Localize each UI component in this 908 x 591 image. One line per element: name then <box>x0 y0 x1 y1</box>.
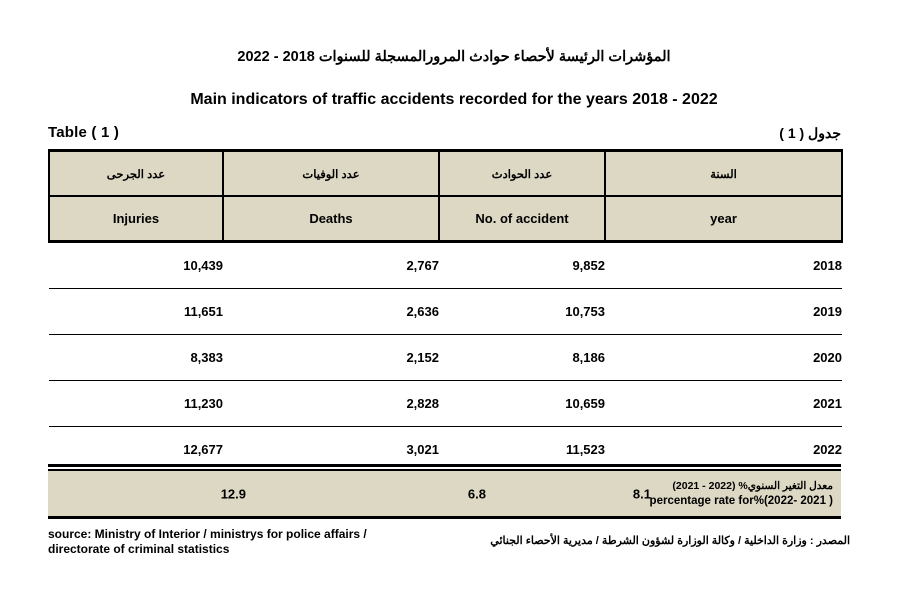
summary-label-english: percentage rate for%(2022- 2021 ) <box>649 494 833 507</box>
cell-year: 2021 <box>605 381 842 427</box>
cell-year: 2022 <box>605 427 842 473</box>
cell-year: 2018 <box>605 242 842 289</box>
header-deaths-en: Deaths <box>223 196 439 242</box>
cell-deaths: 2,828 <box>223 381 439 427</box>
cell-injuries: 12,677 <box>49 427 223 473</box>
summary-separator-upper <box>48 464 841 467</box>
cell-year: 2020 <box>605 335 842 381</box>
summary-accidents-value: 8.1 <box>632 486 651 501</box>
source-note-arabic: المصدر : وزارة الداخلية / وكالة الوزارة لشؤون الشرطة / مديرية الأحصاء الجنائي <box>490 535 850 547</box>
cell-accidents: 9,852 <box>439 242 605 289</box>
cell-accidents: 10,753 <box>439 289 605 335</box>
header-year-ar: السنة <box>605 151 842 197</box>
page-title-arabic: المؤشرات الرئيسة لأحصاء حوادث المرورالمسجلة للسنوات 2018 - 2022 <box>237 49 671 65</box>
page-title-english: Main indicators of traffic accidents recorded for the years 2018 - 2022 <box>190 91 718 108</box>
cell-injuries: 11,651 <box>49 289 223 335</box>
cell-deaths: 2,767 <box>223 242 439 289</box>
cell-year: 2019 <box>605 289 842 335</box>
summary-injuries-value: 12.9 <box>220 486 246 501</box>
summary-deaths-value: 6.8 <box>467 486 486 501</box>
table-header-row-english <box>49 196 842 242</box>
cell-accidents: 10,659 <box>439 381 605 427</box>
table-row <box>49 335 842 381</box>
cell-deaths: 2,152 <box>223 335 439 381</box>
summary-row <box>48 471 841 519</box>
source-note-english-line2: directorate of criminal statistics <box>48 541 230 556</box>
header-injuries-en: Injuries <box>49 196 223 242</box>
traffic-accidents-table <box>48 149 843 472</box>
table-caption-english: Table ( 1 ) <box>48 124 120 141</box>
source-note-english-line1: source: Ministry of Interior / ministrys for police affairs / <box>48 527 367 541</box>
header-deaths-ar: عدد الوفيات <box>223 151 439 197</box>
table-caption-arabic: جدول ( 1 ) <box>779 125 841 141</box>
cell-accidents: 8,186 <box>439 335 605 381</box>
header-accidents-en: No. of accident <box>439 196 605 242</box>
cell-injuries: 11,230 <box>49 381 223 427</box>
cell-injuries: 8,383 <box>49 335 223 381</box>
table-row <box>49 242 842 289</box>
table-row <box>49 381 842 427</box>
table-row <box>49 289 842 335</box>
table-header-row-arabic <box>49 151 842 197</box>
cell-deaths: 3,021 <box>223 427 439 473</box>
cell-injuries: 10,439 <box>49 242 223 289</box>
table-caption <box>48 124 841 146</box>
header-injuries-ar: عدد الجرحى <box>49 151 223 197</box>
header-accidents-ar: عدد الحوادث <box>439 151 605 197</box>
cell-deaths: 2,636 <box>223 289 439 335</box>
header-year-en: year <box>605 196 842 242</box>
source-note-english <box>48 527 448 556</box>
cell-accidents: 11,523 <box>439 427 605 473</box>
summary-label-arabic: معدل التغير السنوي% (2022 - 2021) <box>672 479 833 492</box>
summary-label <box>648 479 833 509</box>
